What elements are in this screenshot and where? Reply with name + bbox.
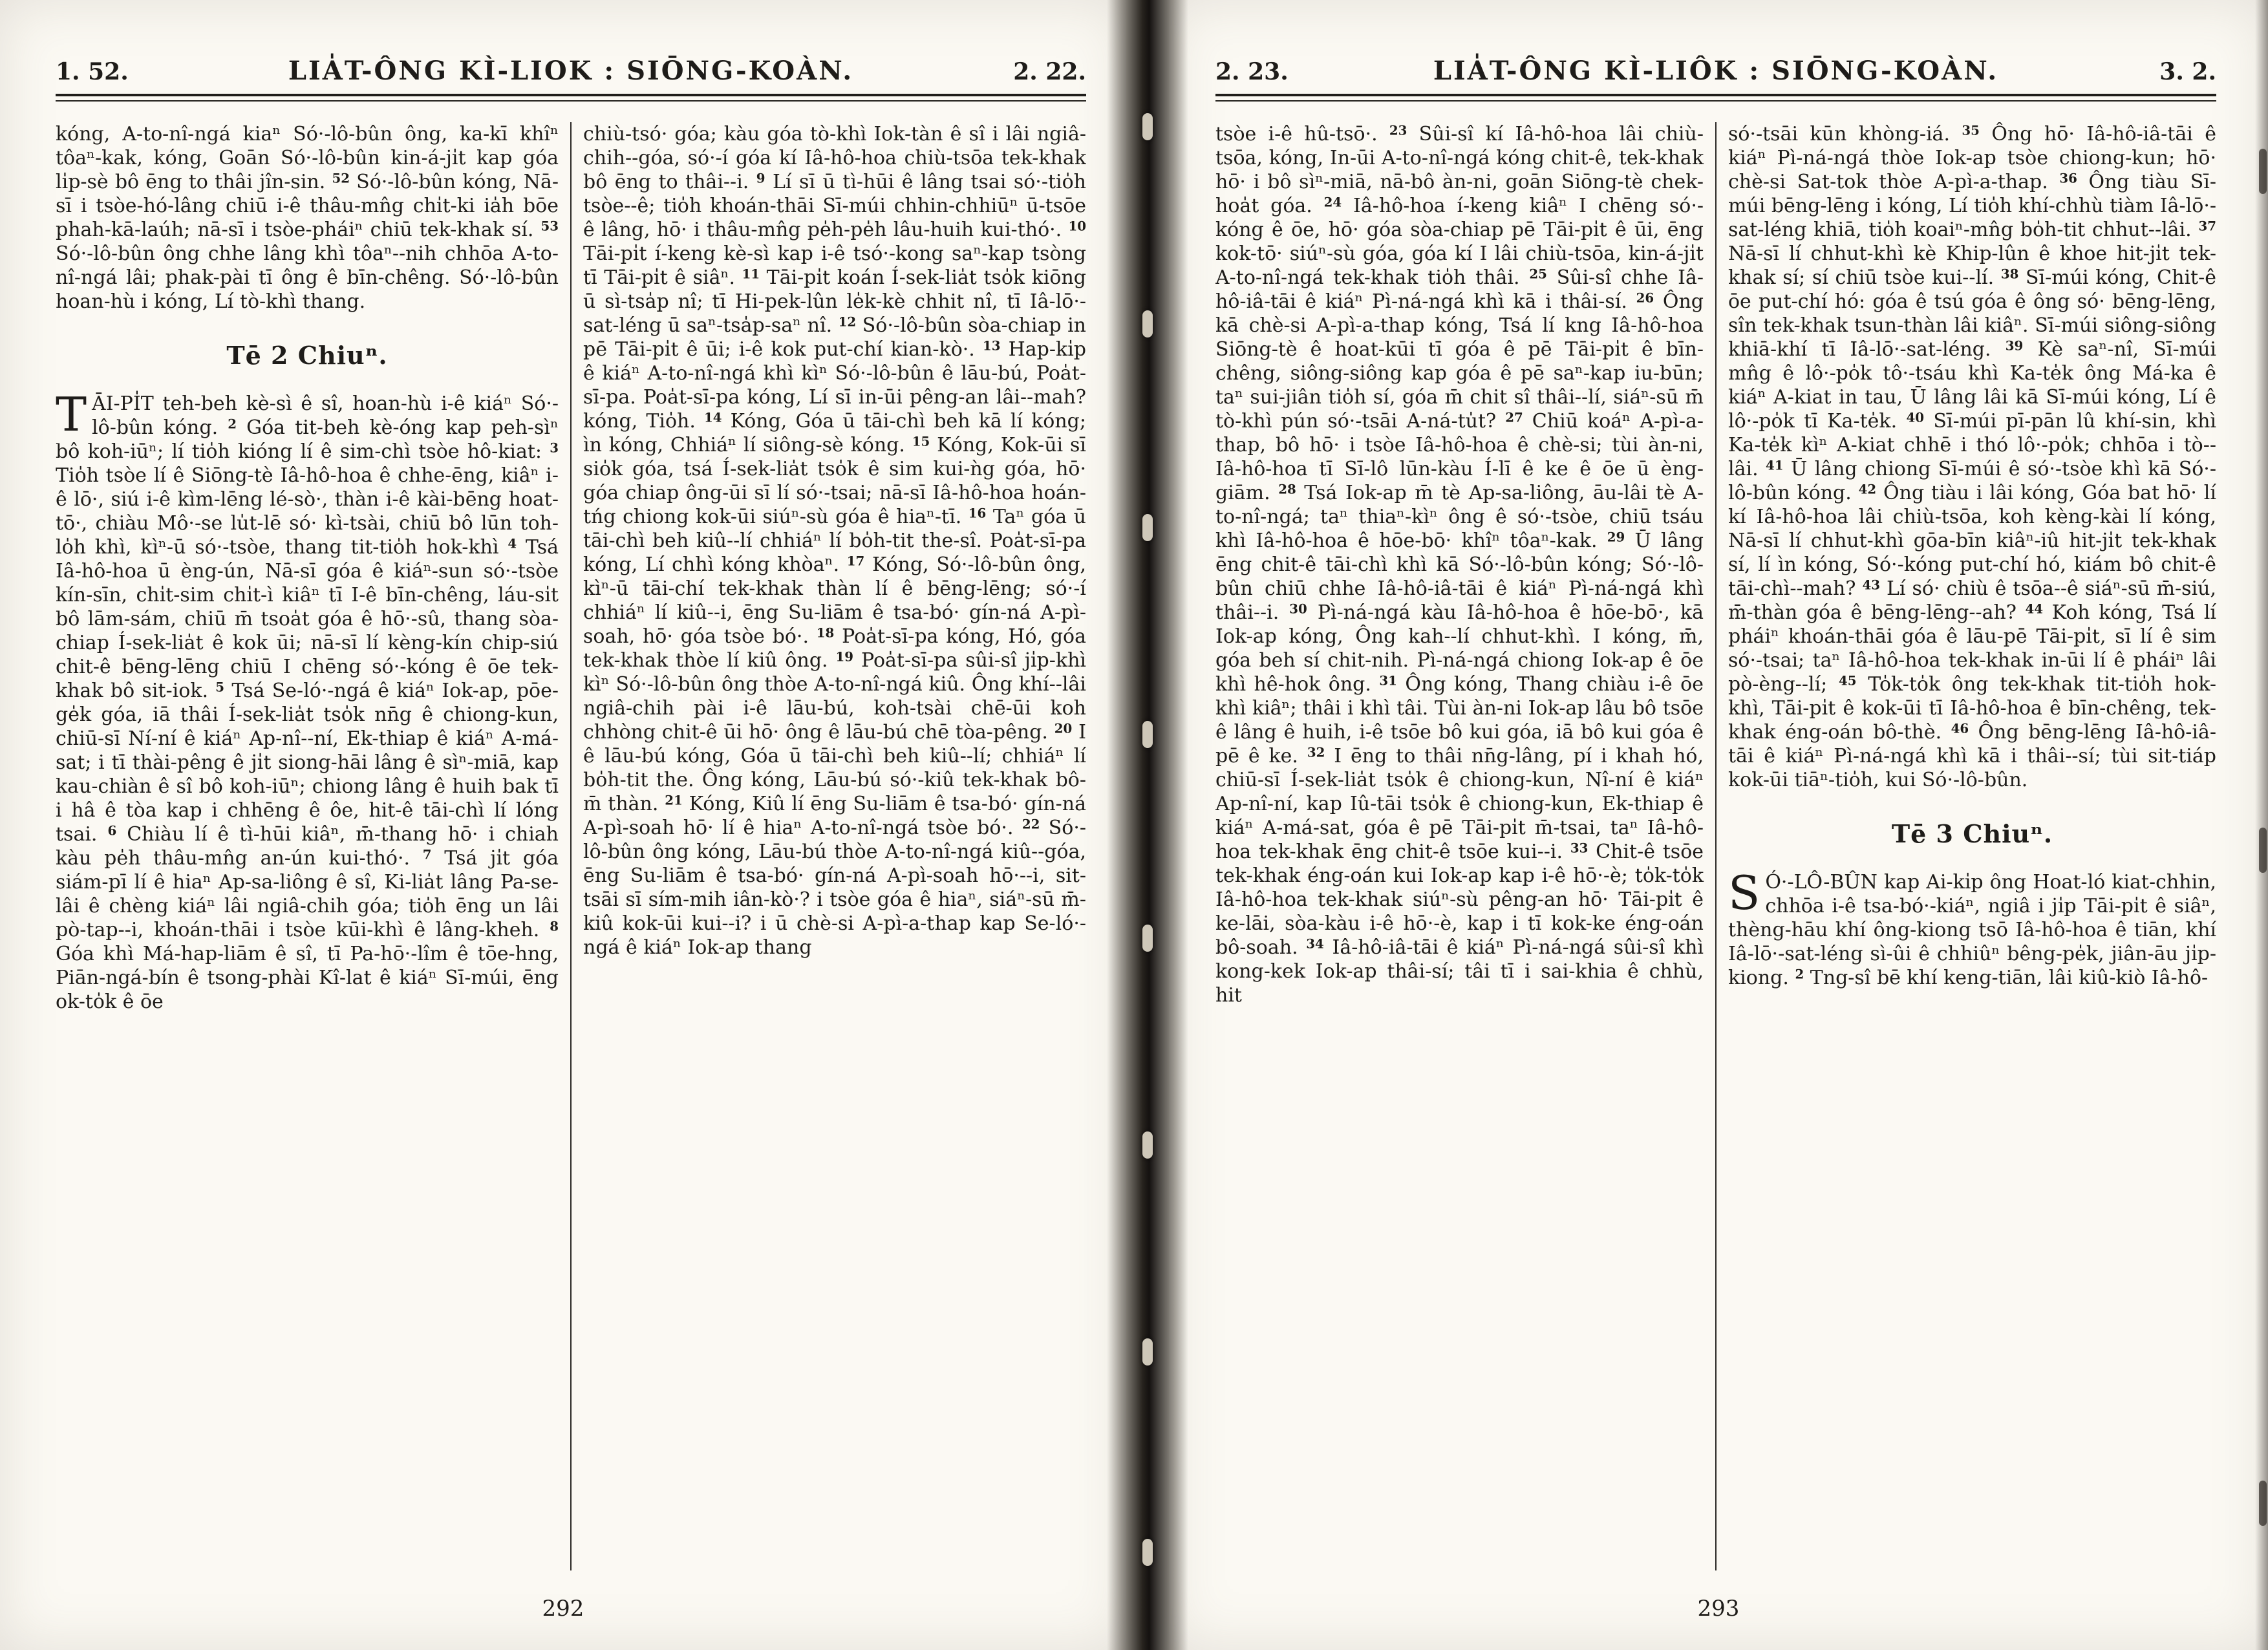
page-number: 293 [1697,1596,1740,1622]
text-column-1 [1215,122,1704,1570]
verse-ref-right: 2. 22. [1013,58,1086,85]
verse-number: 34 [1306,936,1324,952]
page-number: 292 [542,1596,584,1622]
verse-number: 10 [1068,218,1086,234]
text-column-1 [56,122,559,1570]
scan-artifact [2259,1481,2267,1526]
verse-number: 38 [2000,266,2019,282]
verse-number: 45 [1839,672,1857,689]
body-paragraph: S Ó·-LÔ-BÛN kap Ai-ki̍p ông Hoat-ló kiat-chhin, chhōa i-ê tsa-bó·-kiáⁿ, ngiâ i ji̍p Tāi-pi̍t ê siâⁿ, thèng-hāu khí ông-kiong tsō Iâ-hô-hoa ê tiān, khí Iâ-lō·-sat-léng sì-ûi ê chhiûⁿ bêng-pe̍k, jiân-āu ji̍p-kiong. $^2$ Tng-sî bē khí keng-tiān, lâi kiû-kiò Iâ-hô- [1728,866,2216,989]
left-page [0,0,1126,1650]
body-paragraph: TĀI-PI̍T teh-beh kè-sì ê sî, hoan-hù i-ê kiáⁿ Só·-lô-bûn kóng. $^2$ Góa tit-beh kè-óng kap peh-sìⁿ bô koh-iūⁿ; lí tio̍h kióng lí ê sim-chì tsòe hô-kiat: $^3$ Tio̍h tsòe lí ê Siōng-tè Iâ-hô-hoa ê chhe-ēng, kiâⁿ i-ê lō·, siú i-ê kìm-lēng lé-sò·, thàn i-ê kài-bēng hoat-tō·, chiàu Mô·-se lu̍t-lē só· kì-tsài, chiū bô lūn toh-lo̍h khì, kìⁿ-ū só·-tsòe, thang tit-tio̍h hok-khì $^4$ Tsá Iâ-hô-hoa ū èng-ún, Nā-sī góa ê kiáⁿ-sun só·-tsòe kín-sīn, chi̍t-sim chi̍t-ì kiâⁿ tī I-ê bīn-chêng, láu-si̍t bô lām-sám, chiū m̄ tsoa̍t góa ê hō·-sû, thang sòa-chiap Í-sek-lia̍t ê kok ūi; nā-sī lí kèng-kín chip-siú chit-ê bēng-lēng chiū I chēng só·-kóng ê ōe tek-khak bô sit-iok. $^5$ Tsá Se-ló·-ngá ê kiáⁿ Iok-ap, pōe-ge̍k góa, iā thâi Í-sek-lia̍t tso̍k nn̄g ê chiong-kun, chiū-sī Ní-ní ê kiáⁿ Ap-nî--ní, Ek-thiap ê kiáⁿ A-má-sat; i tī thài-pêng ê ji̍t siong-hāi lâng ê sìⁿ-miā, kap kau-chiàn ê sî bô koh-iūⁿ; chiong lâng ê huih bak tī i hâ ê tòa kap i chhēng ê ôe, hit-ê tāi-chì lí lóng tsai. $^6$ Chiàu lí ê tì-hūi kiâⁿ, m̄-thang hō· i chiah kàu pe̍h thâu-mn̂g an-ún kui-thó·. $^7$ Tsá ji̍t góa siám-pī lí ê hiaⁿ Ap-sa-liông ê sî, Ki-lia̍t lâng Pa-se-lâi ê chèng kiáⁿ lâi ngiâ-chih góa; tio̍h ēng un lâi pò-tap--i, khoán-thāi i tsòe kūi-khì ê lâng-kheh. $^8$ Góa khì Má-hap-liām ê sî, tī Pa-hō·-lîm ê tōe-hng, Piān-ngá-bín ê tsong-phài Kî-lat ê kiáⁿ Sī-múi, ēng ok-to̍k ê ōe [56,387,559,1013]
body-paragraph: kóng, A-to-nî-ngá kiaⁿ Só·-lô-bûn ông, ka-kī khîⁿ tôaⁿ-kak, kóng, Goān Só·-lô-bûn kin-á-ji̍t kap góa li̍p-sè bô ēng to thâi jîn-sin. $^{52}$ Só·-lô-bûn kóng, Nā-sī i tsòe-hó-lâng chiū i-ê thâu-mn̂g chi̍t-ki ia̍h bōe phah-kā-laúh; nā-sī i tsòe-pháiⁿ chiū tek-khak sí. $^{53}$ Só·-lô-bûn ông chhe lâng khì tôaⁿ--nih chhōa A-to-nî-ngá lâi; phak-pài tī ông ê bīn-chêng. Só·-lô-bûn hoan-hù i kóng, Lí tò-khì thang. [56,123,559,313]
verse-number: 11 [742,266,760,282]
chapter-heading: Tē 3 Chiuⁿ. [1891,819,2053,848]
verse-number: 21 [665,792,683,808]
binding-stitch [1142,514,1153,541]
right-page [1169,0,2268,1650]
verse-number: 19 [835,648,854,665]
text-column-2 [583,122,1086,1570]
running-title: LIA̍T-ÔNG KÌ-LIÔK : SIŌNG-KOÀN. [1433,56,1999,86]
verse-number: 42 [1858,481,1877,497]
binding-stitch [1142,721,1153,748]
verse-number: 32 [1307,744,1325,760]
verse-number: 3 [550,440,559,456]
verse-number: 14 [704,409,722,425]
verse-number: 12 [838,314,857,330]
binding-stitch [1142,113,1153,140]
verse-number: 41 [1766,457,1784,473]
verse-number: 39 [2005,338,2024,354]
binding-stitch [1142,1131,1153,1159]
verse-ref-left: 2. 23. [1215,58,1289,85]
left-page-header [56,56,1086,86]
binding-stitch [1142,1539,1153,1566]
verse-number: 16 [968,505,987,521]
verse-number: 36 [2059,170,2077,186]
verse-number: 22 [1022,816,1040,832]
verse-number: 33 [1570,840,1589,856]
header-rule [1215,94,2216,102]
binding-stitch [1142,310,1153,338]
verse-number: 24 [1323,194,1342,210]
chapter-heading: Tē 2 Chiuⁿ. [226,341,388,370]
header-rule [56,94,1086,102]
verse-number: 17 [846,553,865,569]
body-paragraph: só·-tsāi kūn khòng-iá. $^{35}$ Ông hō· Iâ-hô-iâ-tāi ê kiáⁿ Pì-ná-ngá thòe Iok-ap tsòe chiong-kun; hō· chè-si Sat-tok thòe A-pì-a-thap. $^{36}$ Ông tiàu Sī-múi bēng-lēng i kóng, Lí tio̍h khí-chhù tiàm Iâ-lō·-sat-léng khiā, tio̍h koaiⁿ-mn̂g bo̍h-tit chhut--lâi. $^{37}$ Nā-sī lí chhut-khì kè Khip-lûn ê khoe hit-ji̍t tek-khak sí; sí chiū tsòe kui--lí. $^{38}$ Sī-múi kóng, Chit-ê ōe put-chí hó: góa ê tsú góa ê ông só· bēng-lēng, sîn tek-khak tsun-thàn lâi kiâⁿ. Sī-múi siông-siông khiā-khí tī Iâ-lō·-sat-léng. $^{39}$ Kè saⁿ-nî, Sī-múi mn̂g ê lô·-po̍k tô·-tsáu khì Ka-te̍k ông Má-ka ê kiáⁿ A-kiat in tau, Ū lâng lâi kā Sī-múi kóng, Lí ê lô·-po̍k tī Ka-te̍k. $^{40}$ Sī-múi pī-pān lû khí-sin, khì Ka-te̍k kìⁿ A-kiat chhē i thó lô·-po̍k; chhōa i tò--lâi. $^{41}$ Ū lâng chiong Sī-múi ê só·-tsòe khì kā Só·-lô-bûn kóng. $^{42}$ Ông tiàu i lâi kóng, Góa bat hō· lí kí Iâ-hô-hoa lâi chiù-tsōa, koh kèng-kài lí kóng, Nā-sī lí chhut-khì gōa-bīn kiâⁿ-iû hit-ji̍t tek-khak sí, lí ìn kóng, Só·-kóng put-chí hó, kiám bô chit-ê tāi-chì--mah? $^{43}$ Lí só· chiù ê tsōa--ê siáⁿ-sū m̄-siú, m̄-thàn góa ê bēng-lēng--ah? $^{44}$ Koh kóng, Tsá lí pháiⁿ khoán-thāi góa ê lāu-pē Tāi-pi̍t, sī lí ê sim só·-tsai; taⁿ Iâ-hô-hoa tek-khak in-ūi lí ê pháiⁿ lâi pò-èng--lí; $^{45}$ To̍k-to̍k ông tek-khak tit-tio̍h hok-khì, Tāi-pi̍t ê kok-ūi tī Iâ-hô-hoa ê bīn-chêng, tek-khak éng-oán bô-thè. $^{46}$ Ông bēng-lēng Iâ-hô-iâ-tāi ê kiáⁿ Pì-ná-ngá khì kā i thâi--sí; tùi sit-tiáp kok-ūi tiāⁿ-tio̍h, kui Só·-lô-bûn. [1728,122,2216,791]
verse-number: 9 [756,170,765,186]
drop-cap: S [1728,866,1760,920]
text-columns [56,122,1086,1570]
verse-number: 13 [982,338,1001,354]
verse-number: 26 [1636,290,1654,306]
verse-number: 53 [540,218,559,234]
verse-number: 28 [1278,481,1296,497]
text-column-2 [1728,122,2216,1570]
verse-number: 18 [816,625,835,641]
verse-number: 43 [1862,577,1880,593]
verse-number: 15 [912,433,930,449]
verse-number: 20 [1054,720,1073,736]
verse-number: 30 [1289,601,1307,617]
verse-number: 31 [1379,672,1397,689]
verse-number: 7 [422,846,432,862]
body-paragraph: tsòe i-ê hû-tsō·. $^{23}$ Sûi-sî kí Iâ-hô-hoa lâi chiù-tsōa, kóng, In-ūi A-to-nî-ngá kóng chit-ê, tek-khak hō· i bô sìⁿ-miā, nā-bô àn-ni, goān Siōng-tè chek-hoa̍t góa. $^{24}$ Iâ-hô-hoa í-keng kiâⁿ I chēng só·-kóng ê ōe, hō· góa sòa-chiap pē Tāi-pi̍t ê ūi, ēng kok-tō· siúⁿ-sù góa, góa kí I lâi chiù-tsōa, kin-á-ji̍t A-to-nî-ngá tek-khak tio̍h thâi. $^{25}$ Sûi-sî chhe Iâ-hô-iâ-tāi ê kiáⁿ Pì-ná-ngá khì kā i thâi-sí. $^{26}$ Ông kā chè-si A-pì-a-thap kóng, Tsá lí kng Iâ-hô-hoa Siōng-tè ê hoat-kūi tī góa ê pē Tāi-pi̍t ê bīn-chêng, siông-siông kap góa ê pē saⁿ-kap iu-būn; taⁿ sui-jiân tio̍h sí, góa m̄ chit sî thâi--lí, siáⁿ-sū m̄ tò-khì pún só·-tsāi A-ná-tu̍t? $^{27}$ Chiū koáⁿ A-pì-a-thap, bô hō· i tsòe Iâ-hô-hoa ê chè-si; tùi àn-ni, Iâ-hô-hoa tī Sī-lô lūn-kàu Í-lī ê ke ê ōe ū èng-giām. $^{28}$ Tsá Iok-ap m̄ tè Ap-sa-liông, āu-lâi tè A-to-nî-ngá; taⁿ thiaⁿ-kìⁿ ông ê só·-tsòe, chiū tsáu khì Iâ-hô-hoa ê hōe-bō· khîⁿ tôaⁿ-kak. $^{29}$ Ū lâng ēng chit-ê tāi-chì khì kā Só·-lô-bûn kóng; Só·-lô-bûn chiū chhe Iâ-hô-iâ-tāi ê kiáⁿ Pì-ná-ngá khì thâi--i. $^{30}$ Pì-ná-ngá kàu Iâ-hô-hoa ê hōe-bō·, kā Iok-ap kóng, Ông kah--lí chhut-khì. I kóng, m̄, góa beh sí chit-nih. Pì-ná-ngá chiong Iok-ap ê ōe khì hê-hok ông. $^{31}$ Ông kóng, Thang chiàu i-ê ōe khì kiâⁿ; thâi i khì tâi. Tùi àn-ni Iok-ap lâu bô tsōe ê lâng ê huih, i-ê tsōe bô kui góa, iā bô kui góa ê pē ê ke. $^{32}$ I ēng to thâi nn̄g-lâng, pí i khah hó, chiū-sī Í-sek-lia̍t tso̍k ê chiong-kun, Nî-ní ê kiáⁿ Ap-nî-ní, kap Iû-tāi tso̍k ê chiong-kun, Ek-thiap ê kiáⁿ A-má-sat, góa ê pē Tāi-pi̍t m̄-tsai, taⁿ Iâ-hô-hoa tek-khak ēng chit-ê tsōe kui--i. $^{33}$ Chit-ê tsōe tek-khak éng-oán kui Iok-ap kap i-ê hō·-è; to̍k-to̍k Iâ-hô-hoa tek-khak siúⁿ-sù pêng-an hō· Tāi-pi̍t ê ke-lāi, sòa-kàu i-ê hō·-è, kap i tī kok-ke éng-oán bô-soah. $^{34}$ Iâ-hô-iâ-tāi ê kiáⁿ Pì-ná-ngá sûi-sî khì kong-kek Iok-ap thâi-sí; tâi tī i sai-khia ê chhù, hit [1215,122,1704,1007]
column-divider [570,122,572,1570]
binding-stitch [1142,925,1153,952]
scan-artifact [2259,149,2267,194]
running-title: LIA̍T-ÔNG KÌ-LIOK : SIŌNG-KOÀN. [288,56,854,86]
verse-number: 52 [332,170,350,186]
verse-number: 23 [1389,122,1407,138]
verse-number: 44 [2025,601,2044,617]
book-binding [1107,0,1188,1650]
binding-stitch [1142,1338,1153,1366]
verse-ref-left: 1. 52. [56,58,129,85]
drop-cap: T [56,387,87,442]
column-divider [1715,122,1717,1570]
verse-number: 4 [508,535,517,552]
verse-number: 29 [1607,529,1625,545]
body-paragraph: chiù-tsó· góa; kàu góa tò-khì Iok-tàn ê sî i lâi ngiâ-chih--góa, só·-í góa kí Iâ-hô-hoa chiù-tsōa tek-khak bô ēng to thâi--i. $^9$ Lí sī ū tì-hūi ê lâng tsai só·-tio̍h tsòe--ê; tio̍h khoán-thāi Sī-múi chhin-chhiūⁿ ū-tsōe ê lâng, hō· i thâu-mn̂g pe̍h-pe̍h lâu-huih kui-thó·. $^{10}$ Tāi-pi̍t í-keng kè-sì kap i-ê tsó·-kong saⁿ-kap tsòng tī Tāi-pi̍t ê siâⁿ. $^{11}$ Tāi-pi̍t koán Í-sek-lia̍t tso̍k kiōng ū sì-tsa̍p nî; tī Hi-pek-lûn le̍k-kè chhit nî, tī Iâ-lō·-sat-léng ū saⁿ-tsa̍p-saⁿ nî. $^{12}$ Só·-lô-bûn sòa-chiap in pē Tāi-pi̍t ê ūi; i-ê kok put-chí kian-kò·. $^{13}$ Hap-ki̍p ê kiáⁿ A-to-nî-ngá khì kìⁿ Só·-lô-bûn ê lāu-bú, Poa̍t-sī-pa. Poa̍t-sī-pa kóng, Lí sī in-ūi pêng-an lâi--mah? kóng, Tio̍h. $^{14}$ Kóng, Góa ū tāi-chì beh kā lí kóng; ìn kóng, Chhiáⁿ lí siông-sè kóng. $^{15}$ Kóng, Kok-ūi sī sio̍k góa, tsá Í-sek-lia̍t tso̍k ê sim kui-ǹg góa, hō· góa chiap ông-ūi sī lí só·-tsai; nā-sī Iâ-hô-hoa hoán-tńg chiong kok-ūi siúⁿ-sù góa ê hiaⁿ-tī. $^{16}$ Taⁿ góa ū tāi-chì beh kiû--lí chhiáⁿ lí bo̍h-tit the-sî. Poa̍t-sī-pa kóng, Lí chhì kóng khòaⁿ. $^{17}$ Kóng, Só·-lô-bûn ông, kìⁿ-ū tāi-chí tek-khak thàn lí ê bēng-lēng; só·-í chhiáⁿ lí kiû--i, ēng Su-liām ê tsa-bó· gín-ná A-pì-soah, hō· góa tsòe bó·. $^{18}$ Poa̍t-sī-pa kóng, Hó, góa tek-khak thòe lí kiû ông. $^{19}$ Poa̍t-sī-pa sûi-sî ji̍p-khì kìⁿ Só·-lô-bûn ông thòe A-to-nî-ngá kiû. Ông khí--lâi ngiâ-chih pài i-ê lāu-bú, koh-tsài chē-ūi koh chhòng chit-ê ūi hō· ông ê lāu-bú chē tòa-pêng. $^{20}$ I ê lāu-bú kóng, Góa ū tāi-chì beh kiû--lí; chhiáⁿ lí bo̍h-tit the. Ông kóng, Lāu-bú só·-kiû tek-khak bô-m̄ thàn. $^{21}$ Kóng, Kiû lí ēng Su-liām ê tsa-bó· gín-ná A-pì-soah hō· lí ê hiaⁿ A-to-nî-ngá tsòe bó·. $^{22}$ Só·-lô-bûn ông kóng, Lāu-bú thòe A-to-nî-ngá kiû--góa, ēng Su-liām ê tsa-bó· gín-ná A-pì-soah hō·--i, sit-tsāi sī sím-mih iân-kò·? i tsòe góa ê hiaⁿ, siáⁿ-sū m̄-kiû kok-ūi kui--i? i ū chè-si A-pì-a-thap kap Se-ló·-ngá ê kiáⁿ Iok-ap thang [583,123,1086,959]
verse-number: 35 [1962,122,1980,138]
text-columns [1215,122,2216,1570]
verse-ref-right: 3. 2. [2159,58,2216,85]
verse-number: 2 [1795,966,1804,982]
verse-number: 6 [107,822,117,839]
right-page-header [1215,56,2216,86]
verse-number: 25 [1529,266,1547,282]
verse-number: 5 [215,679,225,695]
verse-number: 2 [228,416,237,432]
verse-number: 40 [1906,409,1925,425]
verse-number: 8 [550,918,559,934]
scan-artifact [2259,828,2267,873]
scan-edge-shadow [2255,0,2268,1650]
verse-number: 27 [1505,409,1523,425]
verse-number: 46 [1951,720,1969,736]
verse-number: 37 [2198,218,2216,234]
